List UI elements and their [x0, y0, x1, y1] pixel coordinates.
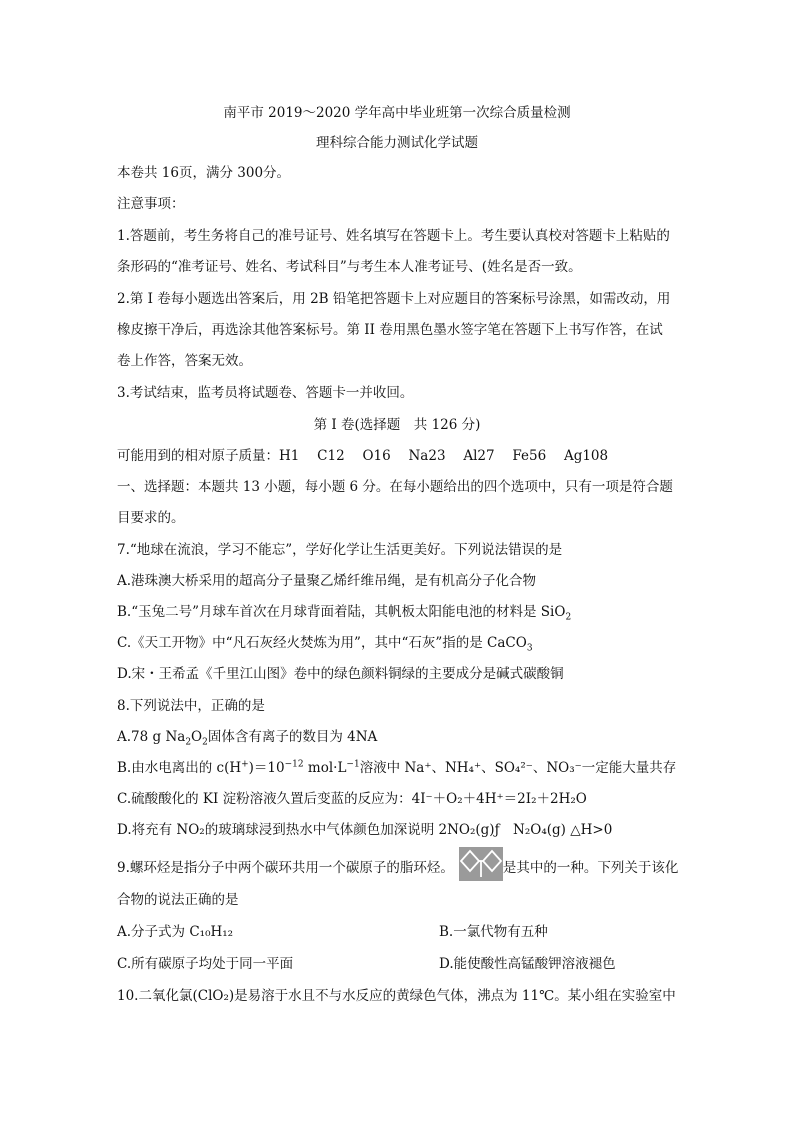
notice-title: 注意事项： [117, 196, 185, 212]
q9-options-row-2 [117, 954, 687, 974]
q9-option-a: A.分子式为 C₁₀H₁₂ [117, 924, 234, 940]
q8-b-post: 溶液中 Na⁺、NH₄⁺、SO₄²⁻、NO₃⁻一定能大量共存 [359, 760, 677, 776]
notice-1-line-2: 条形码的“准考证号、姓名、考试科目”与考生本人准考证号、(姓名是否一致。 [117, 259, 582, 275]
q8-b-mid1: )＝10 [248, 760, 285, 776]
q8-b-sup3: −1 [346, 759, 360, 770]
section-heading: 第 I 卷(选择题 共 126 分) [313, 417, 481, 433]
q7-option-c-text: C.《天工开物》中“凡石灰经火焚炼为用”，其中“石灰”指的是 CaCO [117, 635, 527, 651]
q9-stem-part-2: 是其中的一种。下列关于该化 [502, 860, 679, 876]
q7-option-b-sub: 2 [565, 612, 572, 623]
q8-b-sup2: −12 [284, 759, 304, 770]
q7-option-c-sub: 3 [526, 643, 533, 654]
q7-option-d: D.宋・王希孟《千里江山图》卷中的绿色颜料铜绿的主要成分是碱式碳酸铜 [117, 666, 564, 682]
notice-2-line-1: 2.第 I 卷每小题选出答案后，用 2B 铅笔把答题卡上对应题目的答案标号涂黑，如需改动，用 [117, 291, 671, 307]
q9-stem-line-1 [117, 858, 687, 878]
page-info: 本卷共 16页，满分 300分。 [117, 165, 291, 181]
notice-1-line-1: 1.答题前，考生务将自己的准号证号、姓名填写在答题卡上。考生要认真校对答题卡上粘贴的 [117, 228, 670, 244]
exam-title: 南平市 2019～2020 学年高中毕业班第一次综合质量检测 [223, 105, 571, 121]
q9-stem-line-2: 合物的说法正确的是 [117, 892, 239, 908]
q8-option-a [117, 727, 687, 747]
q8-a-sub1: 2 [185, 737, 192, 748]
notice-2-line-3: 卷上作答，答案无效。 [117, 353, 252, 369]
q8-stem: 8.下列说法中，正确的是 [117, 698, 265, 714]
q9-option-d: D.能使酸性高锰酸钾溶液褪色 [439, 956, 616, 972]
q8-b-mid2: mol·L [303, 760, 347, 776]
notice-3: 3.考试结束，监考员将试题卷、答题卡一并收回。 [117, 385, 414, 401]
q8-a-post: 固体含有离子的数目为 4NA [207, 729, 378, 745]
q8-a-pre: A.78 g Na [117, 729, 186, 745]
q8-b-sup1: + [241, 759, 249, 770]
q8-a-sub2: 2 [202, 737, 208, 748]
q8-option-b [117, 758, 687, 778]
q7-option-c [117, 633, 687, 653]
q8-option-c: C.硫酸酸化的 KI 淀粉溶液久置后变蓝的反应为：4I⁻＋O₂＋4H⁺＝2I₂＋2H₂O [117, 791, 587, 807]
q8-a-mid: O [191, 729, 203, 745]
q8-option-d: D.将充有 NO₂的玻璃球浸到热水中气体颜色加深说明 2NO₂(g)ƒ N₂O₄(g) △H>0 [117, 822, 613, 838]
spiro-structure-icon [459, 847, 503, 881]
q7-stem: 7.“地球在流浪，学习不能忘”，学好化学让生活更美好。下列说法错误的是 [117, 542, 563, 558]
q9-option-b: B.一氯代物有五种 [439, 924, 548, 940]
spiro-compound-structure-image [459, 847, 503, 881]
instructions-line-1: 一、选择题：本题共 13 小题，每小题 6 分。在每小题给出的四个选项中，只有一项是符合题 [117, 479, 673, 495]
q9-options-row-1 [117, 922, 687, 942]
q9-option-c: C.所有碳原子均处于同一平面 [117, 956, 294, 972]
q10-stem: 10.二氧化氯(ClO₂)是易溶于水且不与水反应的黄绿色气体，沸点为 11℃。某小组在实验室中 [117, 988, 676, 1004]
q9-stem-part-1: 9.螺环烃是指分子中两个碳环共用一个碳原子的脂环烃。 [117, 860, 454, 876]
exam-subtitle: 理科综合能力测试化学试题 [316, 135, 478, 151]
q8-b-pre: B.由水电离出的 c(H [117, 760, 242, 776]
q7-option-a: A.港珠澳大桥采用的超高分子量聚乙烯纤维吊绳，是有机高分子化合物 [117, 573, 537, 589]
instructions-line-2: 目要求的。 [117, 510, 185, 526]
q7-option-b [117, 602, 687, 622]
q7-option-b-text: B.“玉兔二号”月球车首次在月球背面着陆，其帆板太阳能电池的材料是 SiO [117, 604, 566, 620]
notice-2-line-2: 橡皮擦干净后，再选涂其他答案标号。第 II 卷用黑色墨水签字笔在答题下上书写作答，在试 [117, 322, 663, 338]
atomic-masses: 可能用到的相对原子质量：H1 C12 O16 Na23 Al27 Fe56 Ag108 [117, 448, 609, 464]
